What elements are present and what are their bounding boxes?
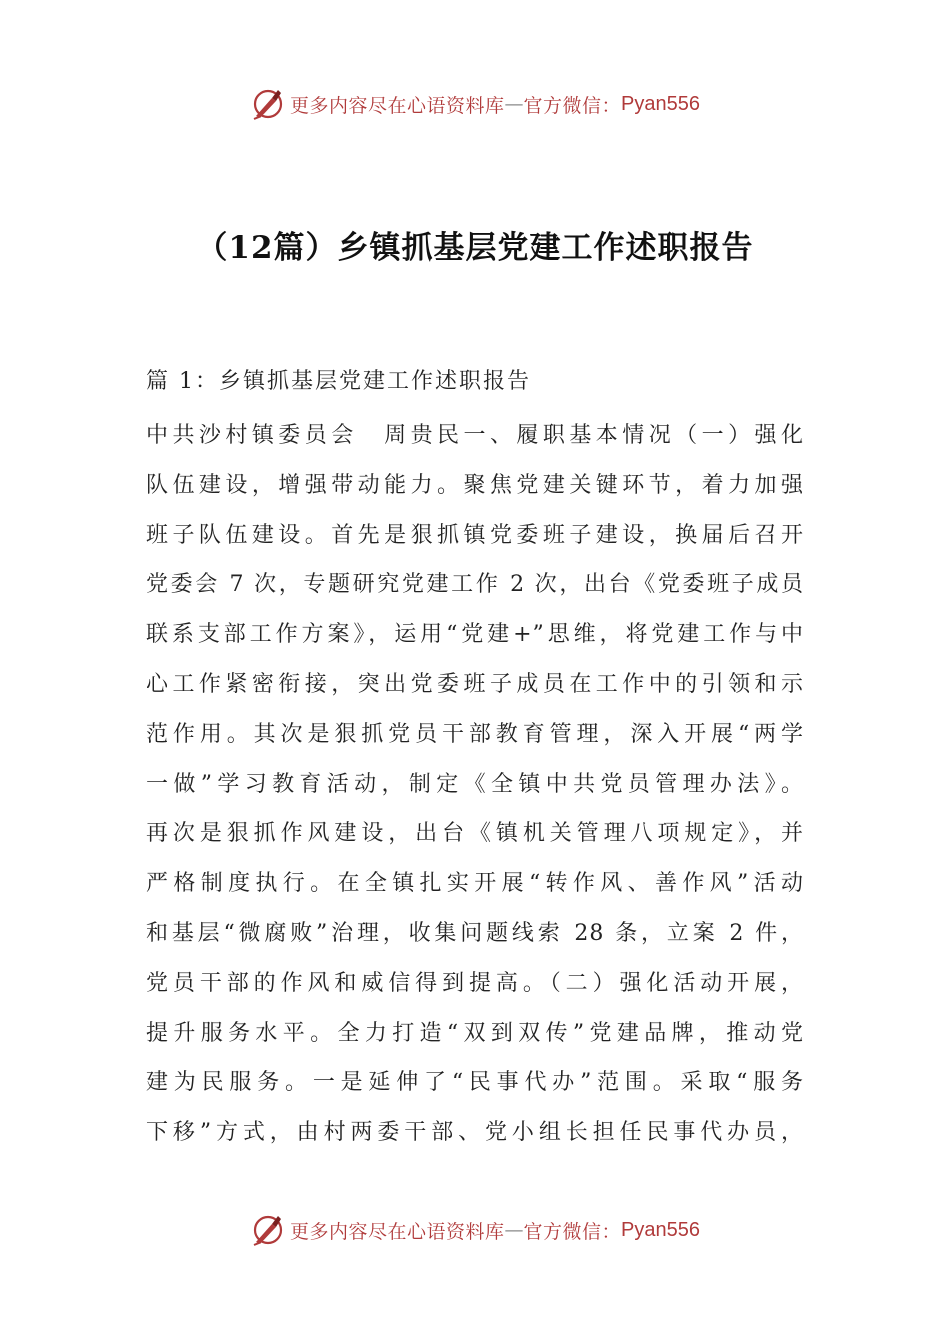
body-paragraph [146,411,804,1158]
document-title: （12篇）乡镇抓基层党建工作述职报告 [196,230,754,266]
banner-separator: — [504,93,524,115]
banner-text: 更多内容尽在心语资料库 [290,94,505,117]
text-line: 和基层“微腐败”治理，收集问题线索 28 条，立案 2 件， [146,920,804,946]
pen-logo-icon [250,1212,286,1248]
banner-separator: — [504,1219,524,1241]
banner-text: 更多内容尽在心语资料库 [290,1220,505,1243]
text-line: 队伍建设，增强带动能力。聚焦党建关键环节，着力加强 [146,472,804,498]
text-line: 联系支部工作方案》，运用“党建+”思维，将党建工作与中 [146,622,804,648]
text-line: 心工作紧密衔接，突出党委班子成员在工作中的引领和示 [146,671,804,697]
header-banner [0,84,950,124]
text-line: 建为民服务。一是延伸了“民事代办”范围。采取“服务 [146,1070,804,1096]
banner-wechat-label: 官方微信： [523,1220,622,1243]
banner-wechat-label: 官方微信： [523,94,622,117]
text-line: 严格制度执行。在全镇扎实开展“转作风、善作风”活动 [146,871,804,897]
text-line: 再次是狠抓作风建设，出台《镇机关管理八项规定》，并 [146,821,804,847]
text-line: 党员干部的作风和威信得到提高。（二）强化活动开展， [146,970,804,996]
section-heading: 篇 1：乡镇抓基层党建工作述职报告 [146,369,531,394]
text-line: 中共沙村镇委员会 周贵民一、履职基本情况（一）强化 [146,423,804,448]
text-line: 范作用。其次是狠抓党员干部教育管理，深入开展“两学 [146,721,804,747]
banner-wechat-id: Pyan556 [621,1218,700,1241]
footer-banner [0,1210,950,1250]
banner-wechat-id: Pyan556 [621,92,700,115]
text-line: 提升服务水平。全力打造“双到双传”党建品牌，推动党 [146,1020,804,1046]
text-line: 党委会 7 次，专题研究党建工作 2 次，出台《党委班子成员 [146,572,804,598]
text-line: 下移”方式，由村两委干部、党小组长担任民事代办员， [146,1120,804,1146]
text-line: 班子队伍建设。首先是狠抓镇党委班子建设，换届后召开 [146,522,804,548]
text-line: 一做”学习教育活动，制定《全镇中共党员管理办法》。 [146,771,804,797]
pen-logo-icon [250,86,286,122]
